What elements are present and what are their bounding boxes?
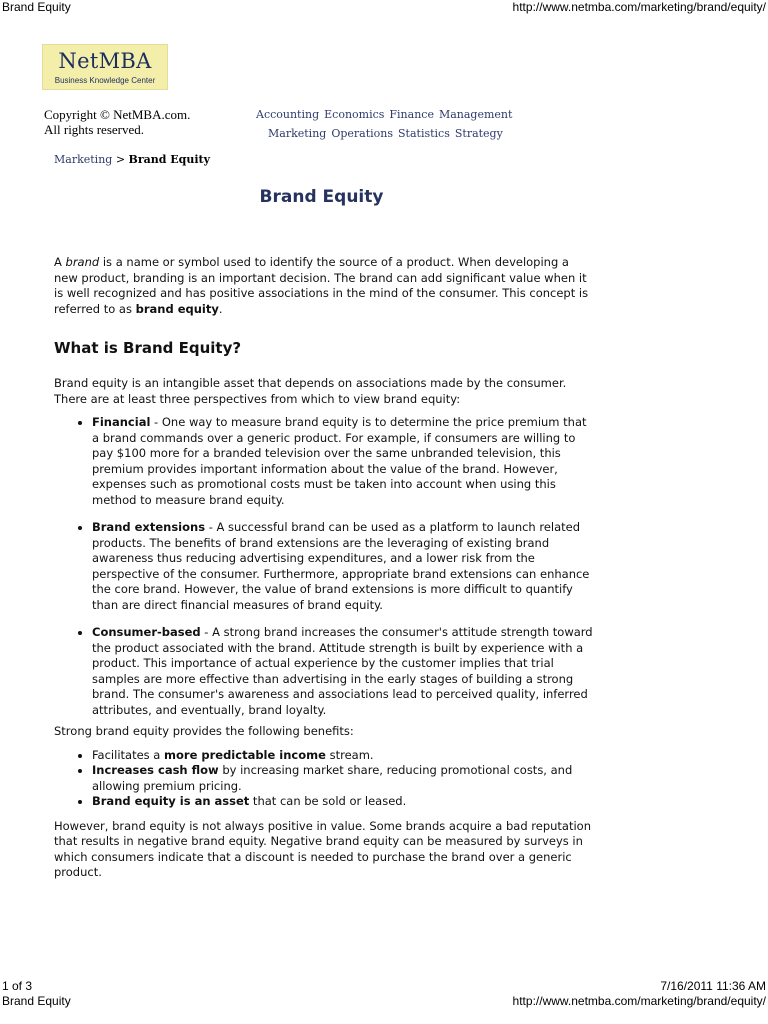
perspectives-list	[54, 415, 594, 718]
nav-link-management[interactable]: Management	[438, 108, 513, 121]
benefit-post: that can be sold or leased.	[249, 794, 407, 808]
closing-paragraph: However, brand equity is not always positive in value. Some brands acquire a bad reputation that results in negative brand equity. Negative brand equity can be measured by surveys in which consumers indicate that a discount is needed to purchase the brand over a generic product.	[54, 818, 592, 879]
perspective-text: - A strong brand increases the consumer's attitude strength toward the product associated with the brand. Attitude strength is built by experience with a product. This importance of actual experience by the customer implies that trial samples are more effective than advertising in the early stages of building a strong brand. The consumer's awareness and associations lead to perceived quality, inferred attributes, and eventually, brand loyalty.	[92, 625, 593, 717]
section-heading: What is Brand Equity?	[54, 339, 242, 357]
breadcrumb-separator: >	[112, 153, 129, 166]
copyright-line: Copyright © NetMBA.com.	[44, 107, 191, 122]
benefit-item	[92, 794, 594, 810]
equity-intro-paragraph: Brand equity is an intangible asset that depends on associations made by the consumer. There are at least three perspectives from which to view brand equity:	[54, 376, 567, 406]
benefit-post: by increasing market share, reducing promotional costs, and allowing premium pricing.	[92, 763, 573, 793]
benefit-item	[92, 748, 594, 764]
perspective-term: Financial	[92, 415, 151, 429]
print-header	[0, 0, 768, 14]
page-count: 1 of 3	[2, 979, 33, 993]
print-header-title: Brand Equity	[2, 0, 71, 14]
print-header-url: http://www.netmba.com/marketing/brand/equity/	[512, 0, 766, 14]
copyright-notice	[44, 107, 224, 137]
breadcrumb-link-marketing[interactable]: Marketing	[54, 153, 113, 166]
print-datetime: 7/16/2011 11:36 AM	[660, 979, 766, 993]
breadcrumb-current: Brand Equity	[128, 153, 211, 166]
perspective-text: - A successful brand can be used as a platform to launch related products. The benefits of brand extensions are the leveraging of existing brand awareness thus reducing advertising expenditures, and a lower risk from the perspective of the consumer. Furthermore, appropriate brand extensions can enhance the core brand. However, the value of brand extensions is more difficult to quantify than are direct financial measures of brand equity.	[92, 520, 590, 612]
print-footer-title: Brand Equity	[2, 994, 71, 1008]
intro-text-b: is a name or symbol used to identify the source of a product. When developing a new product, branding is an important decision. The brand can add significant value when it is well recognized and has positive associations in the mind of the consumer. This concept is referred to as	[54, 255, 589, 316]
nav-link-statistics[interactable]: Statistics	[398, 127, 450, 140]
nav-link-accounting[interactable]: Accounting	[256, 108, 320, 121]
nav-link-finance[interactable]: Finance	[389, 108, 434, 121]
list-item-brand-extensions	[92, 520, 594, 613]
topic-nav-row-1	[256, 108, 517, 121]
benefit-item	[92, 763, 594, 794]
intro-text-a: A	[54, 255, 66, 269]
perspective-term: Brand extensions	[92, 520, 206, 534]
intro-term-brand-equity: brand equity	[135, 301, 219, 316]
logo-tagline: Business Knowledge Center	[54, 76, 156, 85]
intro-term-brand: brand	[65, 255, 100, 269]
benefits-list	[54, 748, 594, 810]
print-footer-url: http://www.netmba.com/marketing/brand/equity/	[512, 994, 766, 1008]
benefit-pre: Facilitates a	[92, 747, 165, 762]
nav-link-economics[interactable]: Economics	[324, 108, 385, 121]
topic-nav-row-2	[268, 127, 508, 140]
intro-paragraph	[54, 255, 594, 317]
nav-link-strategy[interactable]: Strategy	[454, 127, 503, 140]
intro-text-c: .	[218, 301, 223, 316]
print-footer	[0, 979, 768, 1023]
rights-line: All rights reserved.	[44, 122, 145, 137]
article-body	[54, 255, 594, 881]
nav-link-operations[interactable]: Operations	[331, 127, 394, 140]
perspective-text: - One way to measure brand equity is to determine the price premium that a brand commands over a generic product. For example, if consumers are willing to pay $100 more for a branded television over the same unbranded television, this premium provides important information about the value of the brand. However, expenses such as promotional costs must be taken into account when using this method to measure brand equity.	[92, 415, 587, 507]
benefit-bold: Increases cash flow	[92, 763, 219, 777]
netmba-logo[interactable]	[42, 44, 168, 90]
page-title: Brand Equity	[259, 187, 384, 207]
nav-link-marketing[interactable]: Marketing	[268, 127, 327, 140]
print-footer-row-2	[0, 994, 768, 1008]
breadcrumb	[54, 153, 210, 167]
benefits-intro-paragraph: Strong brand equity provides the following benefits:	[54, 724, 354, 738]
logo-name: NetMBA	[58, 49, 152, 73]
benefit-bold: Brand equity is an asset	[92, 794, 250, 808]
print-footer-row-1	[0, 979, 768, 993]
benefit-post: stream.	[325, 747, 374, 762]
perspective-term: Consumer-based	[92, 625, 201, 639]
list-item-financial	[92, 415, 594, 508]
list-item-consumer-based	[92, 625, 594, 718]
benefit-bold: more predictable income	[164, 747, 326, 762]
